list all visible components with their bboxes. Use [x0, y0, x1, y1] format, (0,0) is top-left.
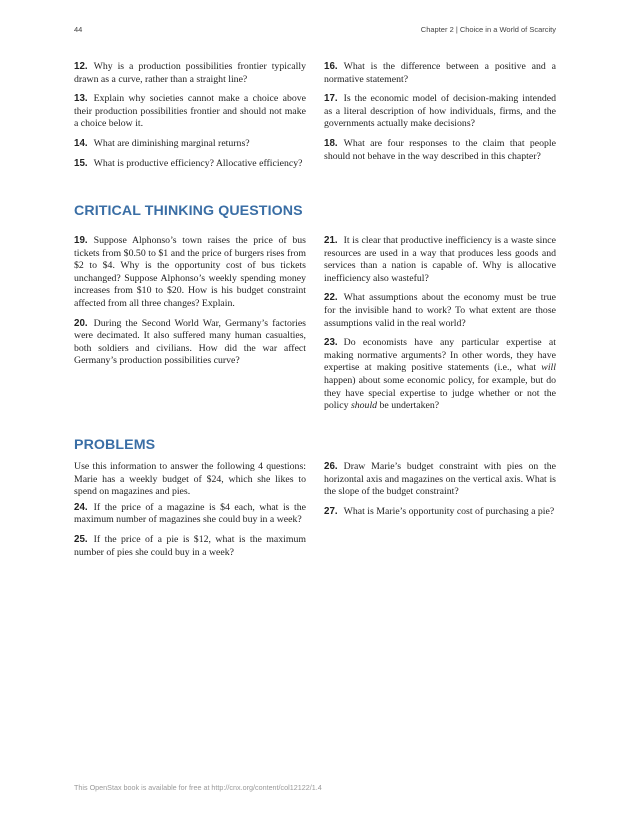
- question-text: Draw Marie’s budget constraint with pies on the horizontal axis and magazines on the vertical axis. What is the slope of the budget constraint?: [324, 461, 556, 498]
- question-text: Do economists have any particular expertise at making normative arguments? In other words, they have expertise at making positive statements (i.e., what will happen) about some economic policy, for example, but do they have special expertise to judge whether or not the policy should be undertaken?: [324, 337, 556, 412]
- question-12: 12. Why is a production possibilities frontier typically drawn as a curve, rather than a straight line?: [74, 61, 306, 85]
- question-19: 19. Suppose Alphonso’s town raises the price of bus tickets from $0.50 to $1 and the price of burgers rises from $2 to $4. Why is the opportunity cost of bus tickets unchanged? Suppose Alphonso’s weekly spending money increases from $10 to $20. How is his budget constraint affected from all three changes? Explain.: [74, 235, 306, 309]
- question-23: 23. Do economists have any particular expertise at making normative arguments? In other words, they have expertise at making positive statements (i.e., what will happen) about some economic policy, for example, but do they have special expertise to judge whether or not the policy should be undertaken?: [324, 337, 556, 412]
- question-text: What is productive efficiency? Allocative efficiency?: [93, 157, 303, 169]
- question-text: Is the economic model of decision-making intended as a literal description of how individuals, firms, and the governments actually make decisions?: [324, 93, 556, 130]
- review-questions-left: [74, 61, 306, 177]
- question-13: 13. Explain why societies cannot make a choice above their production possibilities frontier and should not make a choice below it.: [74, 93, 306, 130]
- question-22: 22. What assumptions about the economy must be true for the invisible hand to work? To what extent are those assumptions valid in the real world?: [324, 292, 556, 329]
- question-15: 15. What is productive efficiency? Allocative efficiency?: [74, 157, 303, 169]
- question-text: What are diminishing marginal returns?: [93, 137, 250, 149]
- question-14: 14. What are diminishing marginal returns?: [74, 137, 250, 149]
- question-24: 24. If the price of a magazine is $4 each, what is the maximum number of magazines she could buy in a week?: [74, 501, 306, 526]
- question-26: 26. Draw Marie’s budget constraint with pies on the horizontal axis and magazines on the vertical axis. What is the slope of the budget constraint?: [324, 461, 556, 498]
- question-text: Explain why societies cannot make a choice above their production possibilities frontier and should not make a choice below it.: [74, 93, 306, 130]
- question-16: 16. What is the difference between a positive and a normative statement?: [324, 61, 556, 85]
- chapter-title: Chapter 2 | Choice in a World of Scarcity: [420, 25, 556, 34]
- critical-questions-left: [74, 235, 306, 375]
- question-27: 27. What is Marie’s opportunity cost of purchasing a pie?: [324, 505, 555, 517]
- question-text: If the price of a pie is $12, what is the maximum number of pies she could buy in a week?: [74, 533, 306, 558]
- question-text: Why is a production possibilities frontier typically drawn as a curve, rather than a straight line?: [74, 61, 306, 85]
- question-text: During the Second World War, Germany’s factories were decimated. It also suffered many human casualties, both soldiers and civilians. How did the war affect Germany’s production possibilities curve?: [74, 317, 306, 367]
- problems-heading: PROBLEMS: [74, 437, 156, 453]
- critical-questions-right: [324, 235, 556, 420]
- problems-right: [324, 461, 556, 525]
- problems-intro: Use this information to answer the following 4 questions: Marie has a weekly budget of $24, which she likes to spend on magazines and pies.: [74, 461, 306, 498]
- question-text: What is Marie’s opportunity cost of purchasing a pie?: [343, 505, 555, 517]
- question-text: It is clear that productive inefficiency is a waste since resources are used in a way that produces less goods and services than a nation is capable of. Why is allocative inefficiency also wasteful?: [324, 235, 556, 284]
- question-text: What are four responses to the claim that people should not behave in the way described in this chapter?: [324, 137, 556, 162]
- emphasis-should: should: [350, 400, 378, 412]
- problems-left: [74, 461, 306, 566]
- emphasis-will: will: [541, 362, 556, 374]
- question-20: 20. During the Second World War, Germany’s factories were decimated. It also suffered many human casualties, both soldiers and civilians. How did the war affect Germany’s production possibilities curve?: [74, 317, 306, 367]
- critical-thinking-heading: CRITICAL THINKING QUESTIONS: [74, 203, 303, 219]
- question-text: What assumptions about the economy must be true for the invisible hand to work? To what extent are those assumptions valid in the real world?: [324, 292, 556, 329]
- page-number: 44: [74, 25, 83, 34]
- question-21: 21. It is clear that productive inefficiency is a waste since resources are used in a way that produces less goods and services than a nation is capable of. Why is allocative inefficiency also wasteful?: [324, 235, 556, 284]
- question-text: If the price of a magazine is $4 each, what is the maximum number of magazines she could buy in a week?: [74, 501, 306, 526]
- question-17: 17. Is the economic model of decision-making intended as a literal description of how individuals, firms, and the governments actually make decisions?: [324, 93, 556, 130]
- review-questions-right: [324, 61, 556, 170]
- question-18: 18. What are four responses to the claim that people should not behave in the way described in this chapter?: [324, 137, 556, 162]
- footer-note: This OpenStax book is available for free at http://cnx.org/content/col12122/1.4: [74, 783, 322, 792]
- question-text: What is the difference between a positive and a normative statement?: [324, 61, 556, 85]
- question-25: 25. If the price of a pie is $12, what is the maximum number of pies she could buy in a week?: [74, 533, 306, 558]
- question-text: Suppose Alphonso’s town raises the price of bus tickets from $0.50 to $1 and the price of burgers rises from $2 to $4. Why is the opportunity cost of bus tickets unchanged? Suppose Alphonso’s weekly spending money increases from $10 to $20. How is his budget constraint affected from all three changes? Explain.: [74, 235, 306, 309]
